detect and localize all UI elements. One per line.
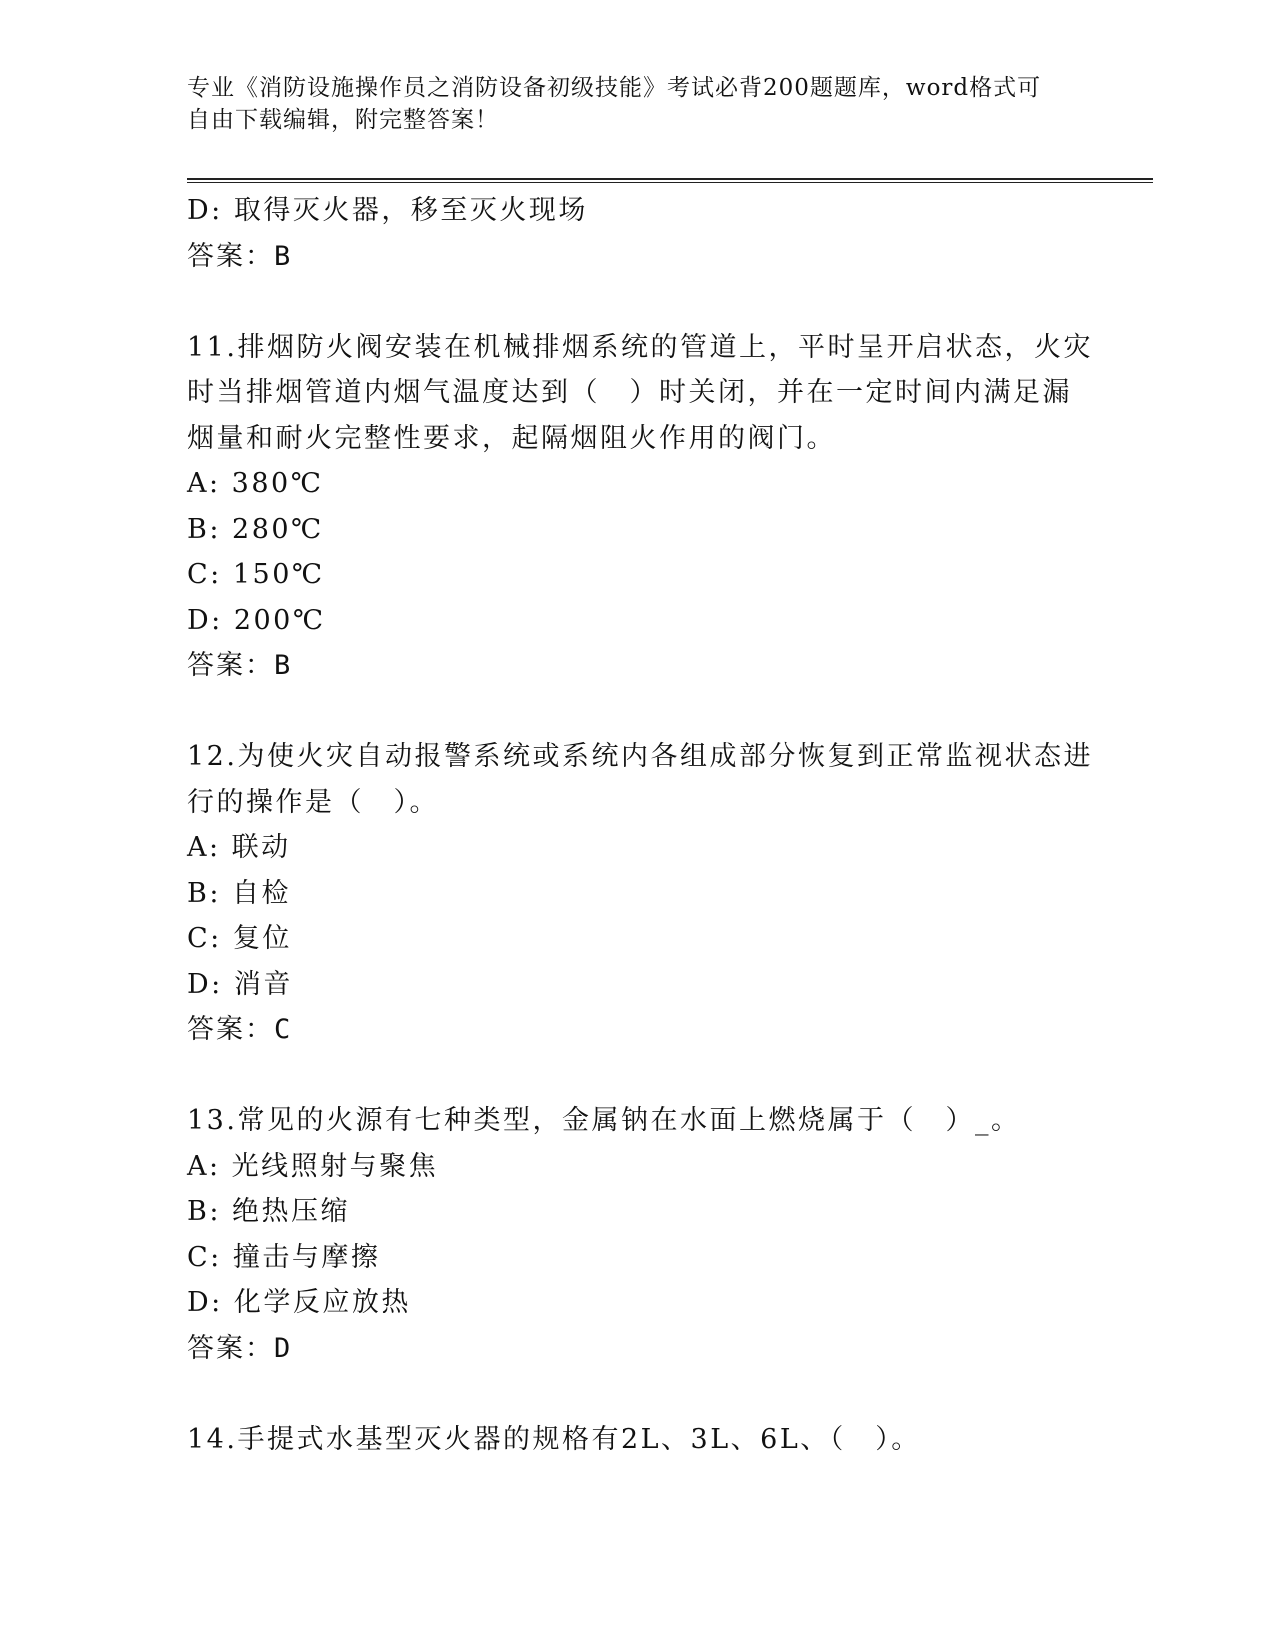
answer-line xyxy=(187,643,1087,689)
option-b: B: 自检 xyxy=(187,877,292,909)
answer-value: C xyxy=(274,1014,292,1045)
option-c: C: 复位 xyxy=(187,923,292,954)
document-header xyxy=(187,72,1087,136)
answer-label: 答案： xyxy=(187,1332,274,1364)
question-block xyxy=(187,734,1093,1053)
answer-label: 答案： xyxy=(187,240,274,272)
question-text: 行的操作是（ ）。 xyxy=(187,786,439,818)
header-line-2: 自由下载编辑，附完整答案！ xyxy=(187,107,499,133)
question-block xyxy=(187,1098,1087,1371)
answer-line xyxy=(187,1326,1087,1372)
option-d: D: 取得灭火器，移至灭火现场 xyxy=(187,195,588,226)
spacer xyxy=(187,1053,1087,1099)
question-block xyxy=(187,325,1093,689)
option-c: C: 撞击与摩擦 xyxy=(187,1241,381,1273)
answer-line xyxy=(187,1007,1087,1053)
option-a: A: 联动 xyxy=(187,832,291,863)
answer-value: B xyxy=(274,240,292,272)
spacer xyxy=(187,1371,1087,1417)
answer-label: 答案： xyxy=(187,1014,274,1045)
question-text: 12.为使火灾自动报警系统或系统内各组成部分恢复到正常监视状态进 xyxy=(187,741,1093,772)
question-text: 时当排烟管道内烟气温度达到（ ）时关闭，并在一定时间内满足漏 xyxy=(187,377,1072,408)
question-text: 烟量和耐火完整性要求，起隔烟阻火作用的阀门。 xyxy=(187,422,836,454)
answer-line xyxy=(187,234,1087,280)
option-b: B: 绝热压缩 xyxy=(187,1196,351,1227)
question-text: 11.排烟防火阀安装在机械排烟系统的管道上，平时呈开启状态，火灾 xyxy=(187,331,1093,363)
question-block xyxy=(187,1417,1087,1463)
option-b: B: 280℃ xyxy=(187,513,324,545)
answer-value: D xyxy=(274,1332,292,1364)
header-divider xyxy=(187,178,1153,183)
header-line-1: 专业《消防设施操作员之消防设备初级技能》考试必背200题题库，word格式可 xyxy=(187,75,1042,101)
answer-label: 答案： xyxy=(187,650,274,681)
answer-value: B xyxy=(274,650,292,681)
option-d: D: 200℃ xyxy=(187,604,326,636)
question-text: 14.手提式水基型灭火器的规格有2L、3L、6L、（ ）。 xyxy=(187,1423,921,1455)
option-c: C: 150℃ xyxy=(187,559,325,590)
spacer xyxy=(187,689,1087,735)
question-content xyxy=(187,188,1093,1462)
question-text: 13.常见的火源有七种类型，金属钠在水面上燃烧属于（ ）_。 xyxy=(187,1105,1021,1136)
option-d: D: 化学反应放热 xyxy=(187,1287,411,1318)
option-a: A: 380℃ xyxy=(187,468,324,499)
option-d: D: 消音 xyxy=(187,968,293,1000)
option-a: A: 光线照射与聚焦 xyxy=(187,1150,439,1182)
spacer xyxy=(187,279,1087,325)
